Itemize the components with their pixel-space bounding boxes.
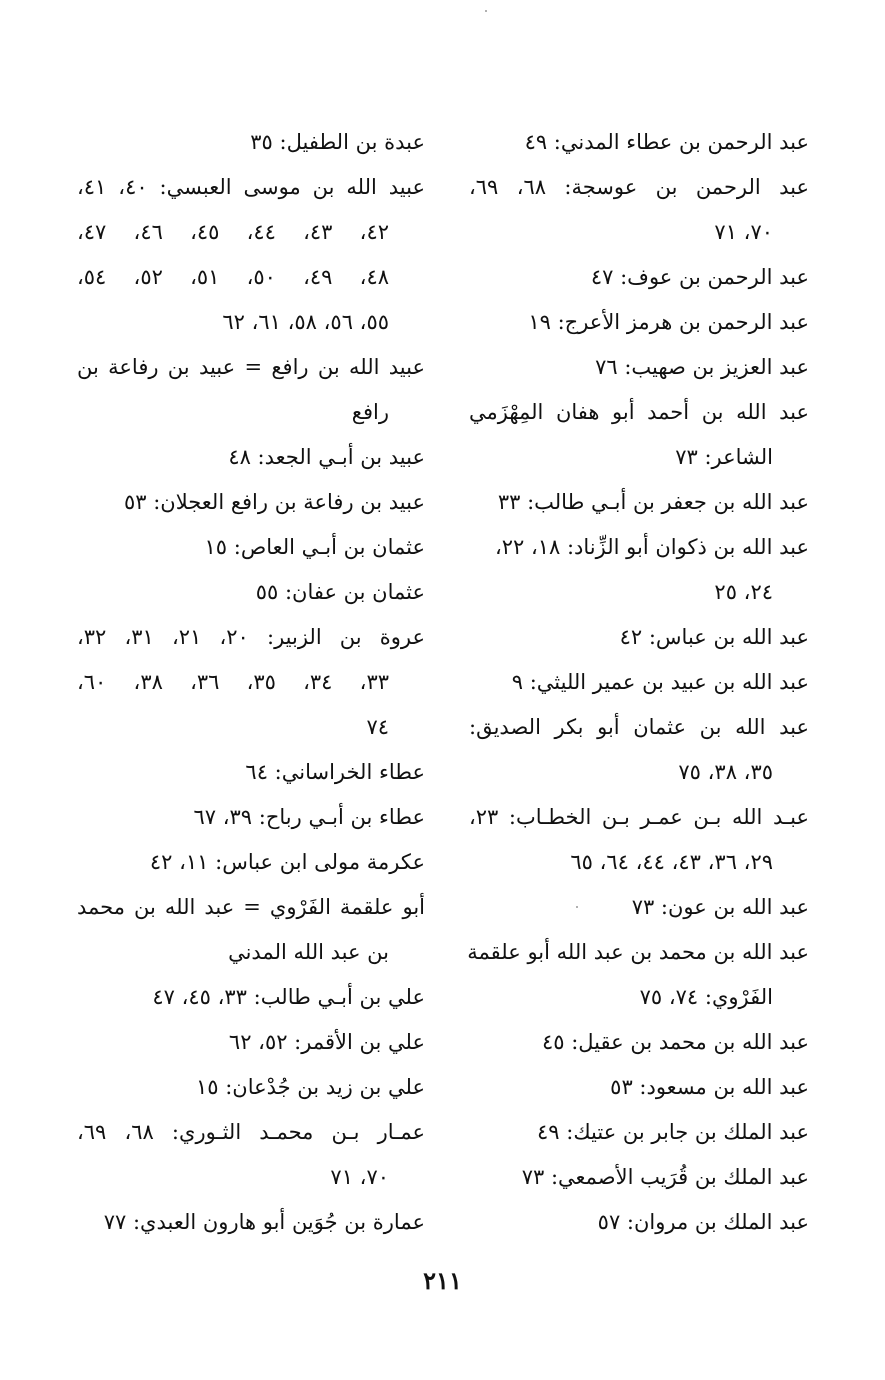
index-entry: علي بن زيد بن جُدْعان: ١٥: [195, 1075, 425, 1099]
index-entry: أبو علقمة الفَرْوي = عبد الله بن محمد: [77, 895, 425, 919]
index-entry-continuation: ٤٢، ٤٣، ٤٤، ٤٥، ٤٦، ٤٧،: [77, 220, 389, 244]
index-entry-continuation: الفَرْوي: ٧٤، ٧٥: [639, 985, 773, 1009]
index-entry: عبد الرحمن بن عوسجة: ٦٨، ٦٩،: [469, 175, 809, 199]
index-entry: عبد الله بن محمد بن عبد الله أبو علقمة: [467, 940, 809, 964]
index-entry: عبدة بن الطفيل: ٣٥: [250, 130, 425, 154]
index-column-left: [77, 120, 425, 1245]
index-entry: عثمان بن أبـي العاص: ١٥: [204, 535, 425, 559]
index-entry: عكرمة مولى ابن عباس: ١١، ٤٢: [149, 850, 425, 874]
index-entry: عبد العزيز بن صهيب: ٧٦: [595, 355, 809, 379]
index-entry: عبد الله بن جعفر بن أبـي طالب: ٣٣: [497, 490, 809, 514]
index-entry-continuation: ٧٤: [366, 715, 389, 739]
index-entry-continuation: رافع: [351, 400, 389, 424]
index-entry-continuation: ٣٣، ٣٤، ٣٥، ٣٦، ٣٨، ٦٠،: [77, 670, 389, 694]
paper-speck: [485, 10, 487, 12]
index-entry: عثمان بن عفان: ٥٥: [255, 580, 425, 604]
index-entry: عبد الرحمن بن هرمز الأعرج: ١٩: [528, 310, 809, 334]
index-entry: عطاء بن أبـي رباح: ٣٩، ٦٧: [193, 805, 425, 829]
index-entry: عبد الله بن ذكوان أبو الزِّناد: ١٨، ٢٢،: [494, 535, 809, 559]
index-entry-continuation: ٥٥، ٥٦، ٥٨، ٦١، ٦٢: [222, 310, 389, 334]
index-entry: عبيد الله بن رافع = عبيد بن رفاعة بن: [77, 355, 425, 379]
page-number: ٢١١: [423, 1266, 462, 1295]
index-entry: عروة بن الزبير: ٢٠، ٢١، ٣١، ٣٢،: [77, 625, 426, 649]
index-column-right: [469, 120, 809, 1245]
index-entry-continuation: ٣٥، ٣٨، ٧٥: [678, 760, 773, 784]
index-entry: عبد الله بن محمد بن عقيل: ٤٥: [541, 1030, 809, 1054]
index-entry: عبد الله بن أحمد أبو هفان المِهْزَمي: [469, 400, 809, 424]
index-entry: عبد الله بن مسعود: ٥٣: [610, 1075, 809, 1099]
index-entry: عبد الله بن عون: ٧٣: [631, 895, 809, 919]
index-entry: عبد الله بن عبيد بن عمير الليثي: ٩: [511, 670, 809, 694]
index-entry: عبد الرحمن بن عوف: ٤٧: [590, 265, 809, 289]
index-entry-continuation: ٧٠، ٧١: [714, 220, 773, 244]
index-entry: عبيد الله بن موسى العبسي: ٤٠، ٤١،: [77, 175, 426, 199]
index-entry: عبد الله بن عثمان أبو بكر الصديق:: [469, 715, 809, 739]
index-entry: عبد الرحمن بن عطاء المدني: ٤٩: [524, 130, 809, 154]
index-entry: عمـار بـن محمـد الثـوري: ٦٨، ٦٩،: [77, 1120, 425, 1144]
index-entry-continuation: ٢٩، ٣٦، ٤٣، ٤٤، ٦٤، ٦٥: [570, 850, 773, 874]
index-entry: عبد الملك بن قُرَيب الأصمعي: ٧٣: [521, 1165, 809, 1189]
index-entry: عبيد بن رفاعة بن رافع العجلان: ٥٣: [123, 490, 425, 514]
index-entry-continuation: ٧٠، ٧١: [330, 1165, 389, 1189]
index-entry: عبد الملك بن جابر بن عتيك: ٤٩: [537, 1120, 809, 1144]
index-entry-continuation: الشاعر: ٧٣: [675, 445, 773, 469]
index-entry: علي بن أبـي طالب: ٣٣، ٤٥، ٤٧: [152, 985, 425, 1009]
index-entry: عمارة بن جُوَين أبو هارون العبدي: ٧٧: [103, 1210, 425, 1234]
index-entry: عبد الله بن عباس: ٤٢: [619, 625, 809, 649]
index-entry: عبيد بن أبـي الجعد: ٤٨: [228, 445, 425, 469]
index-entry-continuation: ٢٤، ٢٥: [714, 580, 773, 604]
index-entry: عبـد الله بـن عمـر بـن الخطـاب: ٢٣،: [469, 805, 809, 829]
paper-speck: [576, 906, 578, 908]
index-entry: عطاء الخراساني: ٦٤: [245, 760, 425, 784]
index-entry: عبد الملك بن مروان: ٥٧: [597, 1210, 809, 1234]
index-entry-continuation: ٤٨، ٤٩، ٥٠، ٥١، ٥٢، ٥٤،: [77, 265, 389, 289]
index-entry: علي بن الأقمر: ٥٢، ٦٢: [228, 1030, 425, 1054]
index-entry-continuation: بن عبد الله المدني: [228, 940, 389, 964]
